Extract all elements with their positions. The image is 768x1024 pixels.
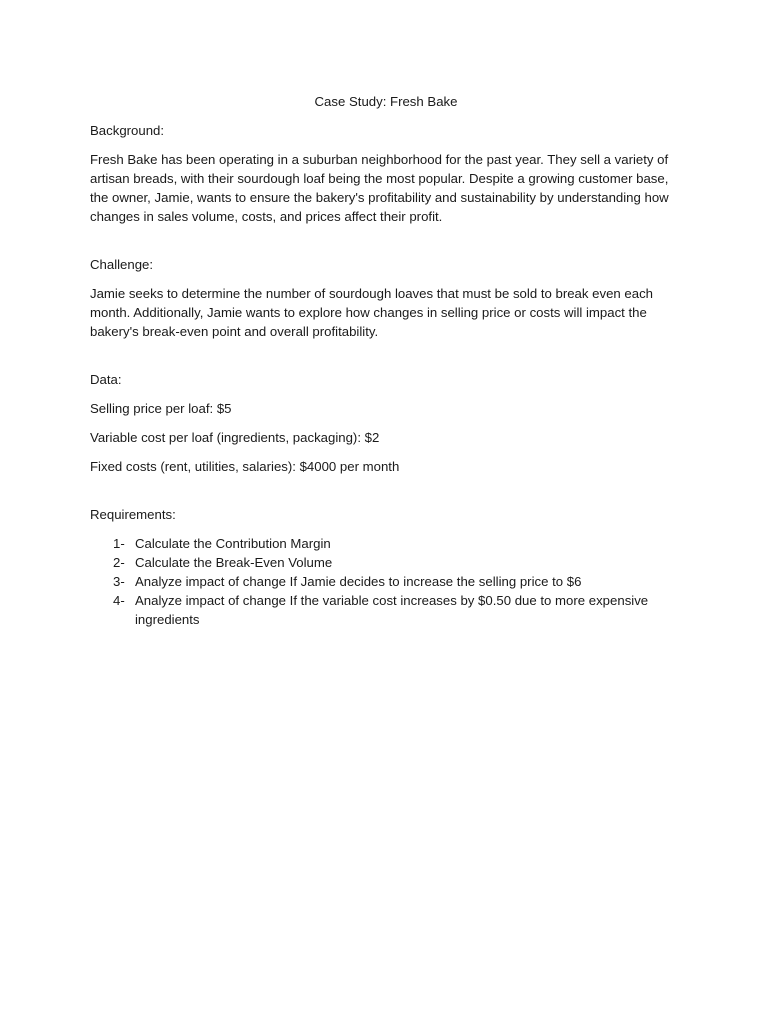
list-item — [90, 572, 682, 591]
list-item — [90, 534, 682, 553]
variable-cost-line: Variable cost per loaf (ingredients, packaging): $2 — [90, 430, 380, 445]
list-item-text: Analyze impact of change If Jamie decides to increase the selling price to $6 — [135, 574, 582, 589]
list-item-number: 1- — [113, 536, 125, 551]
background-paragraph: Fresh Bake has been operating in a suburban neighborhood for the past year. They sell a variety of artisan breads, with their sourdough loaf being the most popular. Despite a growing customer base, the owner, Jamie, wants to ensure the bakery's profitability and sustainability by understanding how changes in sales volume, costs, and prices affect their profit. — [90, 152, 669, 224]
list-item-number: 2- — [113, 555, 125, 570]
list-item-text: Calculate the Contribution Margin — [135, 536, 331, 551]
background-heading: Background: — [90, 123, 165, 138]
spacer — [90, 486, 682, 505]
spacer — [90, 351, 682, 370]
challenge-heading: Challenge: — [90, 257, 154, 272]
challenge-paragraph: Jamie seeks to determine the number of sourdough loaves that must be sold to break even each month. Additionally, Jamie wants to explore how changes in selling price or costs will impact the bakery's break-even point and overall profitability. — [90, 286, 653, 339]
list-item-number: 3- — [113, 574, 125, 589]
data-heading: Data: — [90, 372, 122, 387]
list-item-text: Analyze impact of change If the variable cost increases by $0.50 due to more expensive ingredients — [135, 593, 649, 627]
list-item-number: 4- — [113, 593, 125, 608]
selling-price-line: Selling price per loaf: $5 — [90, 401, 232, 416]
list-item — [90, 553, 682, 572]
document-title: Case Study: Fresh Bake — [314, 94, 458, 109]
requirements-heading: Requirements: — [90, 507, 176, 522]
document-page — [90, 92, 682, 629]
fixed-costs-line: Fixed costs (rent, utilities, salaries): $4000 per month — [90, 459, 400, 474]
list-item — [90, 591, 682, 629]
requirements-list — [90, 534, 682, 629]
list-item-text: Calculate the Break-Even Volume — [135, 555, 333, 570]
spacer — [90, 236, 682, 255]
